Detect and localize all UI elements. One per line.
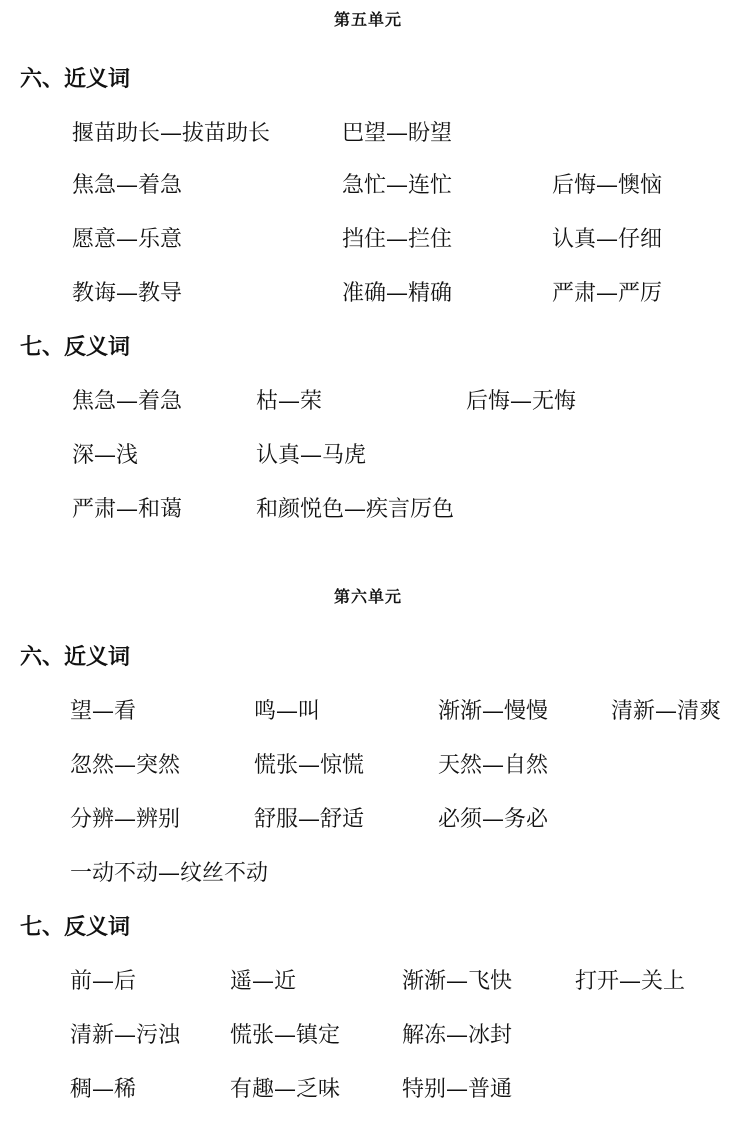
unit5-antonym-pair: 枯—荣 <box>256 389 323 414</box>
unit5-antonym-pair: 和颜悦色—疾言厉色 <box>256 497 455 522</box>
unit6-synonym-pair: 天然—自然 <box>438 753 549 778</box>
unit5-antonym-pair: 后悔—无悔 <box>466 389 577 414</box>
unit6-antonym-pair: 解冻—冰封 <box>402 1023 513 1048</box>
unit5-synonyms-heading: 六、近义词 <box>20 67 131 92</box>
unit6-synonym-pair: 分辨—辨别 <box>70 807 181 832</box>
unit6-antonym-pair: 稠—稀 <box>70 1077 137 1102</box>
unit6-synonym-pair: 一动不动—纹丝不动 <box>70 861 269 886</box>
unit5-title: 第五单元 <box>333 10 402 29</box>
unit5-synonym-pair: 严肃—严厉 <box>552 281 663 306</box>
unit6-title: 第六单元 <box>333 587 402 606</box>
unit6-synonym-pair: 望—看 <box>70 699 137 724</box>
unit6-synonym-pair: 必须—务必 <box>438 807 549 832</box>
unit6-antonym-pair: 有趣—乏味 <box>230 1077 341 1102</box>
unit5-synonym-pair: 挡住—拦住 <box>342 227 453 252</box>
unit5-synonym-pair: 揠苗助长—拔苗助长 <box>72 121 271 146</box>
unit6-synonym-pair: 鸣—叫 <box>254 699 321 724</box>
unit5-synonym-pair: 后悔—懊恼 <box>552 173 663 198</box>
unit6-synonym-pair: 慌张—惊慌 <box>254 753 365 778</box>
unit5-antonym-pair: 严肃—和蔼 <box>72 497 183 522</box>
unit5-antonyms-heading: 七、反义词 <box>20 335 131 360</box>
unit5-synonym-pair: 巴望—盼望 <box>342 121 453 146</box>
unit6-synonym-pair: 渐渐—慢慢 <box>438 699 549 724</box>
unit6-antonym-pair: 渐渐—飞快 <box>402 969 513 994</box>
unit6-antonym-pair: 清新—污浊 <box>70 1023 181 1048</box>
unit6-synonym-pair: 清新—清爽 <box>611 699 722 724</box>
unit6-antonym-pair: 打开—关上 <box>575 969 686 994</box>
unit5-antonym-pair: 焦急—着急 <box>72 389 183 414</box>
unit5-synonym-pair: 急忙—连忙 <box>342 173 453 198</box>
unit5-synonym-pair: 焦急—着急 <box>72 173 183 198</box>
unit5-antonym-pair: 认真—马虎 <box>256 443 367 468</box>
unit6-antonym-pair: 遥—近 <box>230 969 297 994</box>
unit6-synonym-pair: 忽然—突然 <box>70 753 181 778</box>
unit5-antonym-pair: 深—浅 <box>72 443 139 468</box>
unit6-synonym-pair: 舒服—舒适 <box>254 807 365 832</box>
unit6-antonym-pair: 特别—普通 <box>402 1077 513 1102</box>
unit6-antonym-pair: 前—后 <box>70 969 137 994</box>
unit6-antonyms-heading: 七、反义词 <box>20 915 131 940</box>
unit5-synonym-pair: 愿意—乐意 <box>72 227 183 252</box>
unit5-synonym-pair: 教诲—教导 <box>72 281 183 306</box>
unit6-synonyms-heading: 六、近义词 <box>20 645 131 670</box>
unit6-antonym-pair: 慌张—镇定 <box>230 1023 341 1048</box>
unit5-synonym-pair: 准确—精确 <box>342 281 453 306</box>
unit5-synonym-pair: 认真—仔细 <box>552 227 663 252</box>
